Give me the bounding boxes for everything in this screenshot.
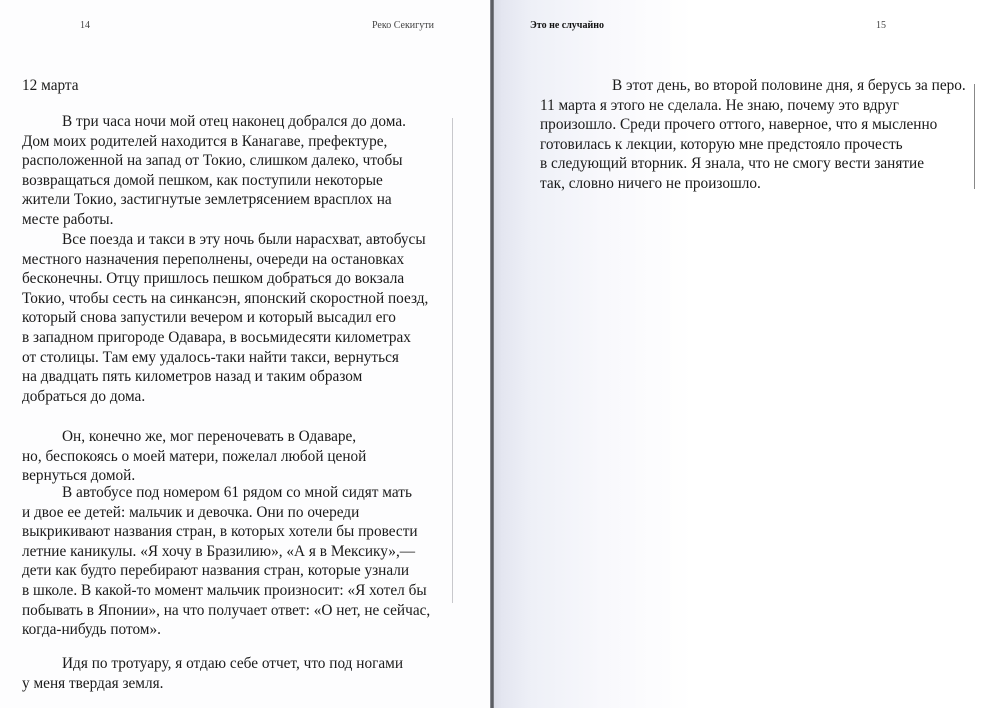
text-line: месте работы. xyxy=(22,211,114,228)
text-line: Токио, чтобы сесть на синкансэн, японский скоростной поезд, xyxy=(22,289,429,307)
page-number-right: 15 xyxy=(876,20,886,31)
text-line: который снова запустили вечером и который высадил его xyxy=(22,309,396,327)
text-line: когда-нибудь потом». xyxy=(22,621,161,639)
text-line: произошло. Среди прочего оттого, наверное, что я мысленно xyxy=(540,116,938,134)
margin-rule xyxy=(452,118,453,603)
text-line: и двое ее детей: мальчик и девочка. Они по очереди xyxy=(22,503,360,521)
text-line: но, беспокоясь о моей матери, пожелал любой ценой xyxy=(22,447,367,465)
right-page xyxy=(492,0,1000,708)
text-line: готовилась к лекции, которую мне предстояло прочесть xyxy=(540,135,903,153)
text-line: В три часа ночи мой отец наконец добрался до дома. xyxy=(62,113,406,130)
text-line: Он, конечно же, мог переночевать в Одаваре, xyxy=(62,428,357,445)
text-line: выкрикивают названия стран, в которых хотели бы провести xyxy=(22,523,418,541)
text-line: вернуться домой. xyxy=(22,467,136,485)
text-line: в следующий вторник. Я знала, что не смогу вести занятие xyxy=(540,155,925,173)
margin-rule-right xyxy=(974,84,975,189)
text-line: жители Токио, застигнутые землетрясением врасплох на xyxy=(22,191,392,209)
text-line: расположенной на запад от Токио, слишком далеко, чтобы xyxy=(22,152,403,170)
text-line: местного назначения переполнены, очереди на остановках xyxy=(22,250,405,268)
text-line: побывать в Японии», на что получает ответ: «О нет, не сейчас, xyxy=(22,601,431,619)
text-line: у меня твердая земля. xyxy=(22,674,164,692)
running-head-title: Это не случайно xyxy=(530,20,604,31)
text-line: дети как будто перебирают названия стран, которые узнали xyxy=(22,562,410,580)
text-line: В этот день, во второй половине дня, я берусь за перо. xyxy=(612,77,966,94)
text-line: в западном пригороде Одавара, в восьмидесяти километрах xyxy=(22,329,411,346)
text-line: Все поезда и такси в эту ночь были нарасхват, автобусы xyxy=(62,231,426,248)
text-line: 11 марта я этого не сделала. Не знаю, почему это вдруг xyxy=(540,96,899,114)
page-number-left: 14 xyxy=(80,20,90,31)
text-line: добраться до дома. xyxy=(22,387,146,405)
text-line: летние каникулы. «Я хочу в Бразилию», «А я в Мексику»,— xyxy=(22,542,416,560)
text-line: В автобусе под номером 61 рядом со мной сидят мать xyxy=(62,484,412,501)
date-heading: 12 марта xyxy=(22,77,79,94)
book-spine xyxy=(490,0,494,708)
text-line: в школе. В какой-то момент мальчик произносит: «Я хотел бы xyxy=(22,582,427,599)
text-line: на двадцать пять километров назад и таким образом xyxy=(22,368,363,386)
text-line: Идя по тротуару, я отдаю себе отчет, что под ногами xyxy=(62,655,404,672)
text-line: Дом моих родителей находится в Канагаве, префектуре, xyxy=(22,132,388,150)
text-line: возвращаться домой пешком, как поступили некоторые xyxy=(22,171,383,189)
text-line: бесконечны. Отцу пришлось пешком добраться до вокзала xyxy=(22,270,405,288)
text-line: от столицы. Там ему удалось-таки найти такси, вернуться xyxy=(22,348,399,366)
running-head-author: Реко Секигути xyxy=(372,20,434,31)
left-page xyxy=(0,0,492,708)
text-line: так, словно ничего не произошло. xyxy=(540,175,761,192)
